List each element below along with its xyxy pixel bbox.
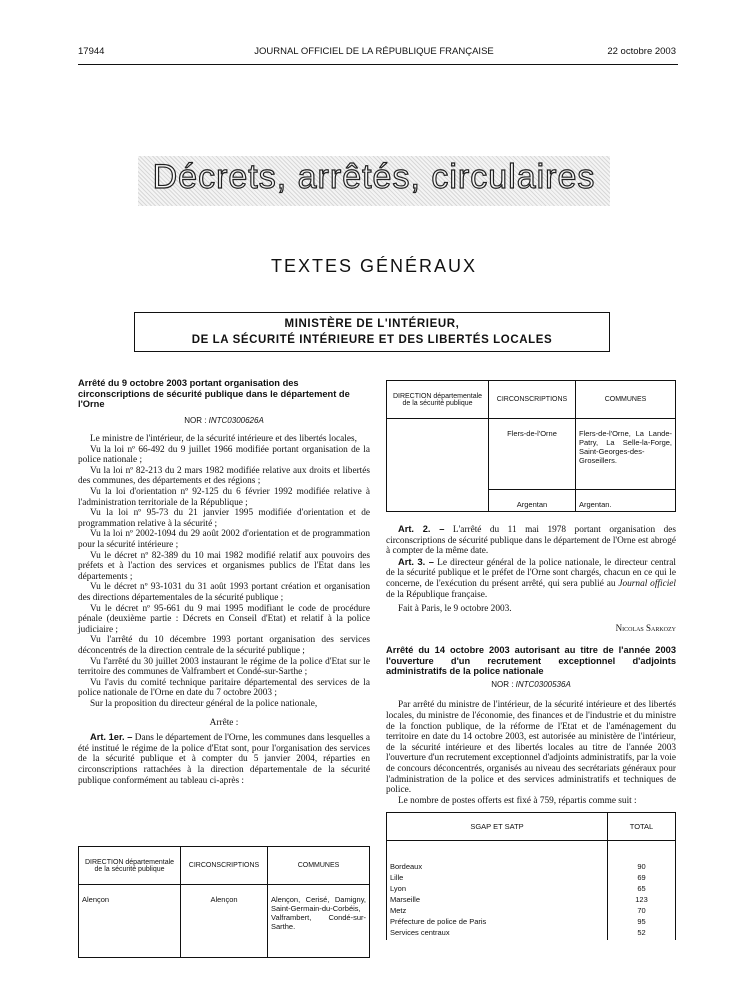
visa-paragraph: Vu le décret nº 82-389 du 10 mai 1982 modifié relatif aux pouvoirs des préfets et à l'action des services et organismes publics de l'Etat dans les départements ; bbox=[78, 550, 370, 582]
article-2-label: Art. 2. – bbox=[398, 524, 445, 534]
nor-code: INTC0300536A bbox=[515, 679, 571, 689]
table-header: CIRCONSCRIPTIONS bbox=[181, 847, 268, 885]
section-banner bbox=[138, 156, 610, 206]
list-value: 52 bbox=[637, 928, 646, 937]
list-value: 65 bbox=[637, 884, 646, 893]
total-list bbox=[608, 841, 676, 941]
table-header: DIRECTION départementale de la sécurité publique bbox=[387, 381, 489, 419]
visa-paragraph: Vu la loi nº 2002-1094 du 29 août 2002 d'orientation et de programmation pour la sécurité intérieure ; bbox=[78, 529, 370, 551]
list-value: 70 bbox=[637, 906, 646, 915]
region-list bbox=[387, 841, 608, 941]
arrete1-visas bbox=[78, 434, 370, 709]
visa-paragraph: Vu le décret nº 95-661 du 9 mai 1995 modifiant le code de procédure pénale (deuxième partie : Décrets en Conseil d'Etat) et relatif à la police judiciaire ; bbox=[78, 603, 370, 635]
table-header: DIRECTION départementale de la sécurité publique bbox=[79, 847, 181, 885]
article-3-text-a: Le directeur général de la police nationale, le directeur central de la sécurité publique et le préfet de l'Orne sont chargés, chacun en ce qui le concerne, de l'exécution du présent arrêté, qui sera publié au bbox=[386, 557, 676, 589]
list-item: Metz bbox=[390, 906, 407, 915]
page-number: 17944 bbox=[78, 46, 105, 57]
ministry-line-1: MINISTÈRE DE L'INTÉRIEUR, bbox=[284, 318, 460, 330]
list-value: 95 bbox=[637, 917, 646, 926]
table-cell: Argentan bbox=[489, 490, 576, 512]
journal-officiel-ref: Journal officiel bbox=[618, 578, 676, 589]
table-row bbox=[387, 419, 676, 490]
arrete2-body: Par arrêté du ministre de l'intérieur, de la sécurité intérieure et des libertés locales, du ministre de l'économie, des finances et de l'industrie et du ministre de la fonction publique, de la réforme de l'Etat et de l'aménagement du territoire en date du 14 octobre 2003, est autorisée au ministère de l'intérieur, de la sécurité intérieure et des libertés locales au titre de l'année 2003 l'ouverture d'un recrutement exceptionnel d'adjoints administratifs, par la voie de concours déconcentrés, organisés au niveau des secrétariats généraux pour l'administration de la police et des services administratifs et techniques de police. bbox=[386, 700, 676, 796]
arrete2-title: Arrêté du 14 octobre 2003 autorisant au titre de l'année 2003 l'ouverture d'un recrutement exceptionnel d'adjoints administratifs de la police nationale bbox=[386, 645, 676, 677]
list-value: 123 bbox=[635, 895, 648, 904]
nor-code: INTC0300626A bbox=[208, 415, 264, 425]
visa-paragraph: Vu la loi nº 82-213 du 2 mars 1982 modifiée relative aux droits et libertés des communes, des départements et des régions ; bbox=[78, 465, 370, 487]
section-title: TEXTES GÉNÉRAUX bbox=[270, 256, 478, 276]
article-1-text: Dans le département de l'Orne, les communes dans lesquelles a été institué le régime de la police d'Etat sont, pour l'organisation des services de la sécurité publique et à compter du 5 janvier 2004, réparties en circonscriptions rattachées à la direction départementale de la sécurité publique conformément au tableau ci-après : bbox=[78, 733, 370, 786]
visa-paragraph: Vu la loi nº 95-73 du 21 janvier 1995 modifiée d'orientation et de programmation relative à la sécurité ; bbox=[78, 508, 370, 529]
nor-label: NOR : bbox=[491, 679, 516, 689]
visa-paragraph: Vu la loi nº 66-492 du 9 juillet 1966 modifiée portant organisation de la police nationale ; bbox=[78, 444, 370, 466]
done-at: Fait à Paris, le 9 octobre 2003. bbox=[398, 604, 512, 615]
table-header: COMMUNES bbox=[576, 381, 676, 419]
list-item: Lyon bbox=[390, 884, 406, 893]
circonscriptions-table-part2 bbox=[386, 380, 676, 512]
visa-paragraph: Le ministre de l'intérieur, de la sécurité intérieure et des libertés locales, bbox=[90, 434, 357, 445]
article-1 bbox=[78, 732, 370, 786]
table-row bbox=[79, 885, 370, 958]
ministry-box bbox=[134, 312, 610, 352]
visa-paragraph: Sur la proposition du directeur général de la police nationale, bbox=[90, 698, 318, 709]
visa-paragraph: Vu l'avis du comité technique paritaire départemental des services de la police nationale de l'Orne en date du 7 octobre 2003 ; bbox=[78, 677, 370, 699]
table-cell: Alençon bbox=[79, 885, 181, 958]
table-header: SGAP ET SATP bbox=[387, 813, 608, 841]
visa-paragraph: Vu l'arrêté du 10 décembre 1993 portant organisation des services déconcentrés de la direction centrale de la sécurité publique ; bbox=[78, 635, 370, 656]
table-cell: Alençon bbox=[181, 885, 268, 958]
list-item: Marseille bbox=[390, 895, 421, 904]
list-item: Préfecture de police de Paris bbox=[390, 917, 487, 926]
article-1-label: Art. 1er. – bbox=[90, 732, 133, 743]
arrete2-postes: Le nombre de postes offerts est fixé à 759, répartis comme suit : bbox=[398, 795, 637, 806]
table-cell: Flers-de-l'Orne bbox=[489, 419, 576, 490]
arrete1-nor bbox=[78, 416, 370, 427]
right-column bbox=[386, 524, 676, 806]
journal-title: JOURNAL OFFICIEL DE LA RÉPUBLIQUE FRANÇAISE bbox=[254, 46, 494, 57]
visa-paragraph: Vu le décret nº 93-1031 du 31 août 1993 portant création et organisation des directions départementales de la sécurité publique ; bbox=[78, 582, 370, 603]
article-3-text-b: de la République française. bbox=[386, 589, 488, 600]
nor-label: NOR : bbox=[184, 415, 209, 425]
list-item: Bordeaux bbox=[390, 862, 423, 871]
table-cell bbox=[387, 419, 489, 512]
arrete-word: Arrête : bbox=[209, 717, 239, 728]
article-3 bbox=[386, 557, 676, 600]
article-2-text: L'arrêté du 11 mai 1978 portant organisation des circonscriptions de sécurité publique dans le département de l'Orne est abrogé à compter de la même date. bbox=[386, 525, 677, 557]
ministry-line-2: DE LA SÉCURITÉ INTÉRIEURE ET DES LIBERTÉS LOCALES bbox=[191, 334, 553, 346]
table-cell: Alençon, Cerisé, Damigny, Saint-Germain-du-Corbéis, Valframbert, Condé-sur-Sarthe. bbox=[268, 885, 370, 958]
article-2 bbox=[386, 524, 676, 557]
left-column bbox=[78, 378, 370, 786]
postes-table bbox=[386, 812, 676, 940]
list-value: 69 bbox=[637, 873, 646, 882]
circonscriptions-table-part1 bbox=[78, 846, 370, 958]
table-cell: Argentan. bbox=[576, 490, 676, 512]
arrete2-nor bbox=[386, 680, 676, 691]
signature: Nicolas Sarkozy bbox=[615, 622, 676, 633]
article-3-label: Art. 3. – bbox=[398, 556, 434, 567]
list-value: 90 bbox=[637, 862, 646, 871]
publication-date: 22 octobre 2003 bbox=[607, 46, 676, 57]
table-header: CIRCONSCRIPTIONS bbox=[489, 381, 576, 419]
list-item: Services centraux bbox=[390, 928, 450, 937]
banner-title: Décrets, arrêtés, circulaires bbox=[152, 158, 596, 196]
list-item: Lille bbox=[390, 873, 404, 882]
table-header: TOTAL bbox=[608, 813, 676, 841]
visa-paragraph: Vu la loi d'orientation nº 92-125 du 6 février 1992 modifiée relative à l'administration territoriale de la République ; bbox=[78, 487, 370, 508]
table-cell: Flers-de-l'Orne, La Lande-Patry, La Selle-la-Forge, Saint-Georges-des-Groseillers. bbox=[576, 419, 676, 490]
arrete1-title: Arrêté du 9 octobre 2003 portant organisation des circonscriptions de sécurité publique dans le département de l'Orne bbox=[78, 378, 350, 409]
table-header: COMMUNES bbox=[268, 847, 370, 885]
visa-paragraph: Vu l'arrêté du 30 juillet 2003 instaurant le régime de la police d'Etat sur le territoire des communes de Valframbert et Condé-sur-Sarthe ; bbox=[78, 656, 370, 678]
header-rule bbox=[78, 64, 678, 65]
